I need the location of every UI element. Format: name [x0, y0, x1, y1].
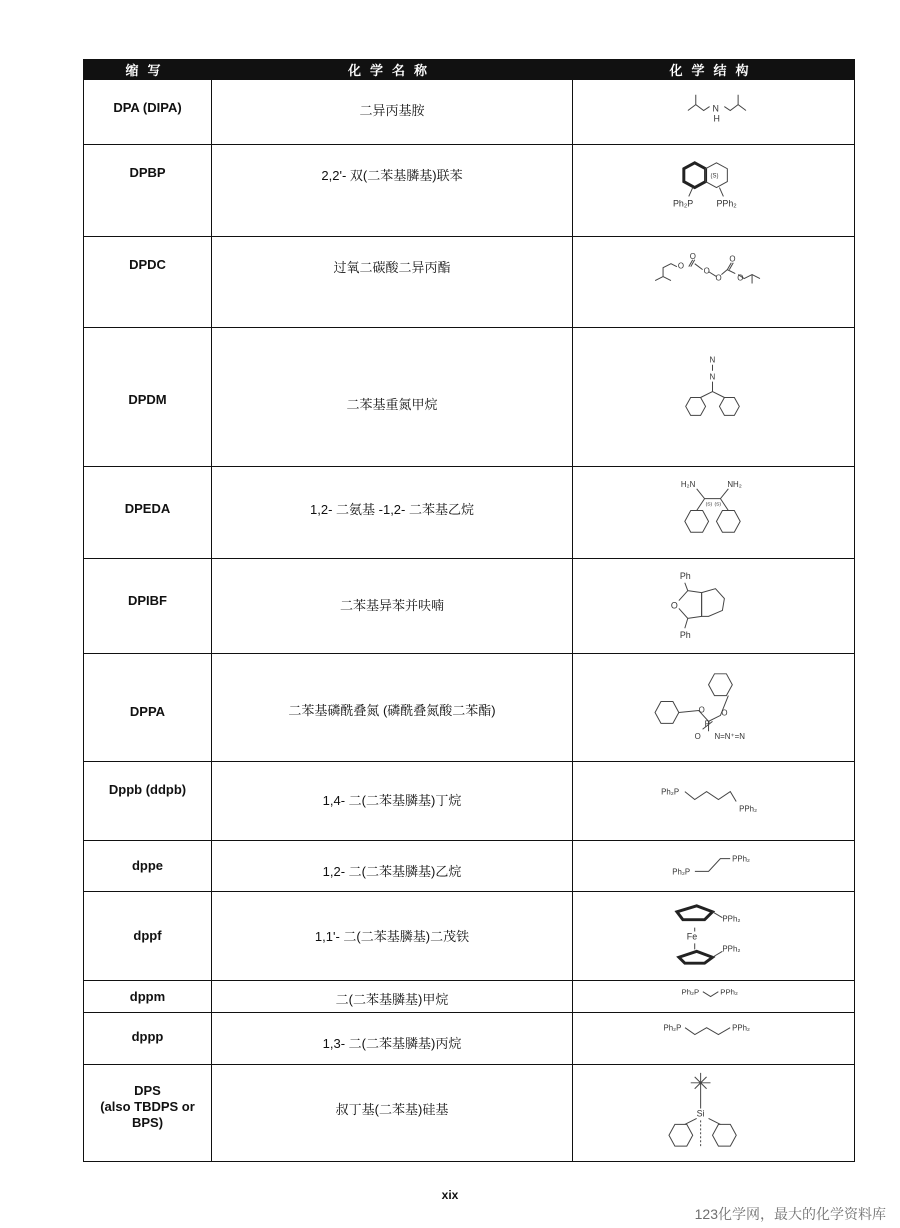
- abbr-cell: DPIBF: [128, 593, 167, 608]
- abbr-cell: DPDC: [129, 257, 166, 272]
- name-cell: 叔丁基(二苯基)硅基: [335, 1102, 449, 1117]
- atom-label: O: [729, 254, 736, 264]
- abbr-cell: DPEDA: [124, 501, 171, 516]
- name-cell: 2,2'- 双(二苯基膦基)联苯: [321, 168, 463, 183]
- table-row: [84, 841, 855, 892]
- abbr-cell: DPDM: [128, 392, 167, 407]
- table-row: [84, 762, 855, 841]
- structure-cell: [573, 328, 855, 467]
- name-cell: 二(二苯基膦基)甲烷: [335, 992, 449, 1007]
- table-row: [84, 1013, 855, 1065]
- structure-cell: [573, 559, 855, 654]
- atom-label: PPh₂: [722, 944, 741, 954]
- structure-dpibf: [573, 559, 854, 653]
- table-row: [84, 145, 855, 237]
- abbr-cell: DPA (DIPA): [113, 100, 182, 115]
- table-row: [84, 467, 855, 559]
- structure-dppe: [573, 841, 854, 891]
- abbr-cell: DPPA: [129, 704, 166, 719]
- name-cell: 1,2- 二氨基 -1,2- 二苯基乙烷: [310, 502, 474, 517]
- abbreviation-table: [83, 59, 855, 1162]
- atom-label: H₂N: [680, 479, 696, 489]
- structure-dppp: [573, 1013, 854, 1064]
- structure-dppb: [573, 762, 854, 840]
- structure-cell: [573, 237, 855, 328]
- structure-dpeda: [573, 467, 854, 558]
- table-row: [84, 654, 855, 762]
- atom-label: Ph₂P: [663, 1023, 682, 1033]
- name-cell: 二异丙基胺: [359, 103, 425, 118]
- stereo-label: (S): [714, 502, 722, 508]
- atom-label: N: [712, 103, 719, 114]
- table-row: [84, 1065, 855, 1162]
- structure-cell: [573, 145, 855, 237]
- atom-label: P: [704, 719, 710, 729]
- watermark: 123化学网，最大的化学资料库: [694, 1206, 886, 1222]
- atom-label: PPh₂: [739, 804, 758, 814]
- structure-dpbp: [573, 145, 854, 236]
- structure-cell: [573, 981, 855, 1013]
- atom-label: PPh₂: [716, 198, 737, 209]
- atom-label: PPh₂: [720, 987, 738, 997]
- name-cell: 二苯基重氮甲烷: [346, 397, 438, 412]
- atom-label: N: [709, 355, 716, 365]
- structure-cell: [573, 841, 855, 892]
- atom-label: O: [689, 251, 696, 261]
- atom-label: Ph₂P: [661, 787, 680, 797]
- stereo-label: (S): [705, 502, 713, 508]
- structure-cell: [573, 762, 855, 841]
- atom-label: H: [713, 113, 720, 124]
- header-structure: 化学结构: [573, 60, 855, 80]
- atom-label: PPh₂: [732, 1023, 750, 1033]
- name-cell: 二苯基异苯并呋喃: [339, 598, 444, 613]
- structure-dps: [573, 1065, 854, 1161]
- structure-dppm: [573, 981, 854, 1012]
- name-cell: 1,2- 二(二苯基膦基)乙烷: [322, 864, 462, 879]
- atom-label: O: [703, 266, 710, 276]
- atom-label: Ph₂P: [672, 198, 694, 209]
- atom-label: Fe: [686, 931, 698, 942]
- table-row: [84, 892, 855, 981]
- abbr-cell: dppe: [131, 858, 164, 873]
- atom-label: Si: [696, 1108, 705, 1119]
- atom-label: O: [677, 261, 685, 271]
- abbr-cell: dppf: [133, 928, 162, 943]
- abbr-cell: dppm: [129, 989, 166, 1004]
- atom-label: O: [694, 732, 701, 742]
- header-name: 化学名称: [212, 60, 573, 80]
- atom-label: N=N⁺=N: [714, 732, 746, 742]
- atom-label: O: [715, 273, 722, 283]
- abbr-cell: Dppb (ddpb): [108, 782, 187, 797]
- header-abbr: 缩写: [84, 60, 212, 80]
- table-row: [84, 80, 855, 145]
- table-header-row: [84, 60, 855, 80]
- structure-cell: [573, 1065, 855, 1162]
- structure-dppf: [573, 892, 854, 980]
- atom-label: Ph₂P: [681, 987, 700, 997]
- table-row: [84, 559, 855, 654]
- abbr-cell: DPS (also TBDPS or BPS): [100, 1083, 195, 1130]
- atom-label: O: [698, 705, 705, 715]
- name-cell: 1,1'- 二(二苯基膦基)二茂铁: [314, 929, 470, 944]
- name-cell: 1,3- 二(二苯基膦基)丙烷: [322, 1036, 462, 1051]
- structure-cell: [573, 467, 855, 559]
- atom-label: Ph: [679, 570, 691, 581]
- atom-label: Ph: [679, 630, 691, 641]
- atom-label: O: [670, 600, 678, 611]
- atom-label: PPh₂: [722, 914, 741, 924]
- table-row: [84, 328, 855, 467]
- atom-label: PPh₂: [732, 854, 750, 864]
- abbr-cell: dppp: [131, 1029, 164, 1044]
- structure-diisopropylamine: [573, 80, 854, 144]
- structure-cell: [573, 80, 855, 145]
- page-number: xix: [441, 1188, 459, 1202]
- stereo-label: (S): [710, 173, 719, 180]
- structure-cell: [573, 654, 855, 762]
- atom-label: N: [709, 372, 716, 382]
- atom-label: O: [737, 273, 744, 283]
- table-row: [84, 981, 855, 1013]
- name-cell: 1,4- 二(二苯基膦基)丁烷: [322, 793, 462, 808]
- structure-cell: [573, 1013, 855, 1065]
- structure-dppa: [573, 654, 854, 761]
- atom-label: Ph₂P: [672, 867, 691, 877]
- structure-cell: [573, 892, 855, 981]
- structure-dpdc: [573, 237, 854, 327]
- abbr-cell: DPBP: [129, 165, 166, 180]
- name-cell: 过氧二碳酸二异丙酯: [333, 260, 451, 275]
- name-cell: 二苯基磷酰叠氮 (磷酰叠氮酸二苯酯): [288, 703, 496, 718]
- structure-dpdm: [573, 328, 854, 466]
- atom-label: O: [721, 708, 728, 718]
- table-row: [84, 237, 855, 328]
- atom-label: NH₂: [727, 479, 742, 489]
